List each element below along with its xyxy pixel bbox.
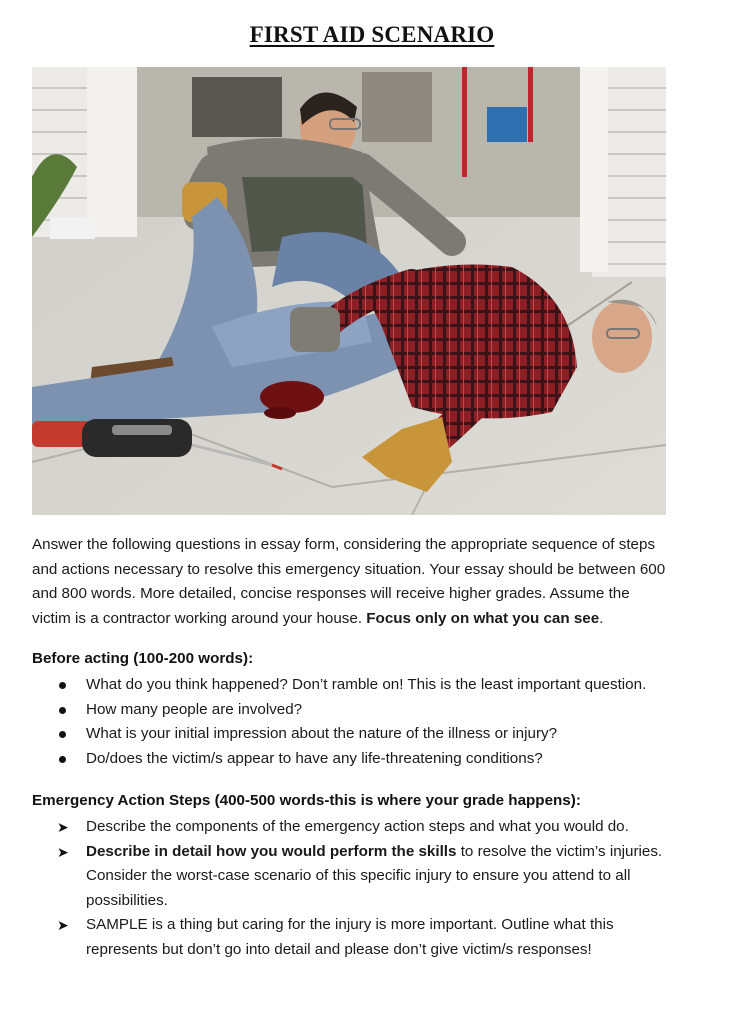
right-post [580, 67, 608, 272]
before-acting-heading: Before acting (100-200 words): [32, 650, 254, 667]
victim-glove-left [290, 307, 340, 352]
bullet-icon [59, 731, 66, 738]
intro-paragraph [32, 533, 712, 631]
injured-contractor-photo [32, 67, 666, 515]
intro-line: and actions necessary to resolve this emergency situation. Your essay should be between 600 [32, 560, 666, 578]
list-item: What is your initial impression about the nature of the illness or injury? [32, 722, 722, 747]
intro-period: . [599, 609, 604, 627]
list-item: Do/does the victim/s appear to have any life-threatening conditions? [32, 747, 722, 772]
bullet-icon [59, 682, 66, 689]
list-item: How many people are involved? [32, 698, 722, 723]
list-item: ➤ Describe in detail how you would perform the skills to resolve the victim’s injuries. Consider the worst-case scenario of this specific injury to ensure you attend to all possibilities. [32, 840, 722, 914]
list-item: ➤ Describe the components of the emergency action steps and what you would do. [32, 815, 722, 840]
intro-line [32, 607, 712, 632]
arrow-bullet-icon: ➤ [57, 843, 69, 860]
intro-line: Answer the following questions in essay form, considering the appropriate sequence of steps [32, 536, 656, 553]
page-title: FIRST AID SCENARIO [249, 22, 495, 47]
emergency-steps-heading: Emergency Action Steps (400-500 words-this is where your grade happens): [32, 792, 581, 809]
focus-emphasis: Focus only on what you can see [366, 609, 600, 627]
list-item: ➤ SAMPLE is a thing but caring for the injury is more important. Outline what this represents but don’t go into detail and please don’t give victim/s responses! [32, 913, 722, 962]
arrow-bullet-icon: ➤ [57, 917, 69, 933]
blood-wound [260, 381, 324, 413]
intro-text: victim is a contractor working around your house. [32, 609, 367, 627]
list-item: What do you think happened? Don’t ramble on! This is the least important question. [32, 673, 722, 698]
intro-line: and 800 words. More detailed, concise responses will receive higher grades. Assume the [32, 585, 630, 602]
bullet-icon [59, 707, 66, 714]
left-post [87, 67, 137, 237]
bullet-icon [59, 756, 66, 763]
arrow-bullet-icon: ➤ [57, 819, 69, 835]
photo-illustration [32, 67, 666, 515]
blue-cooler [487, 107, 527, 142]
before-acting-list [32, 673, 722, 771]
emergency-steps-list [32, 815, 722, 962]
